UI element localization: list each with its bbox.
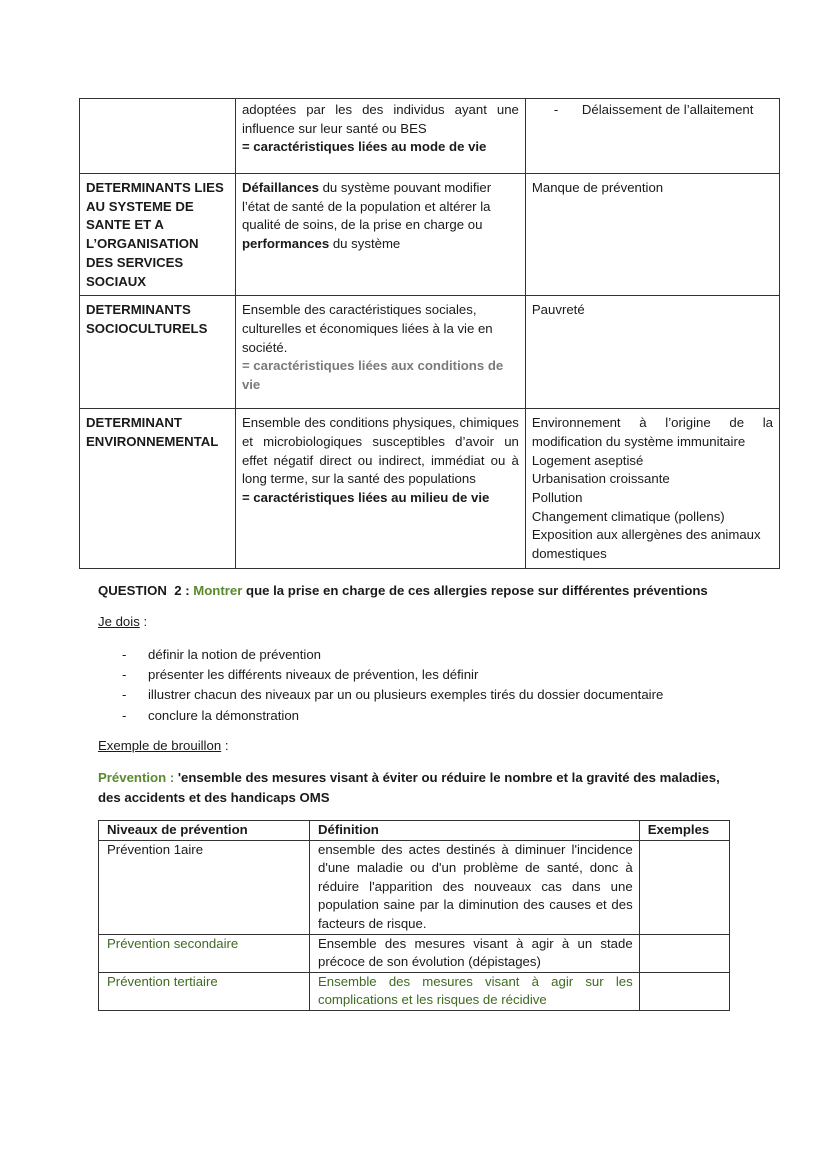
determinants-table [79,98,780,569]
list-item [98,706,663,726]
example-text: Environnement à l’origine de la modification du système immunitaire [531,415,773,449]
step-text: conclure la démonstration [148,707,300,723]
exemple-label [98,738,229,753]
examples-cell [639,840,729,934]
definition-text: du système pouvant modifier l’état de santé de la population et altérer la qualité de soins, de la prise en charge ou [241,180,492,233]
determinant-cell: DETERMINANT ENVIRONNEMENTAL [80,409,236,569]
determinant-cell: DETERMINANTS SOCIOCULTURELS [80,296,236,409]
column-header: Exemples [639,821,729,841]
level-cell: Prévention tertiaire [99,972,310,1010]
exemple-colon: : [221,738,229,753]
step-text: illustrer chacun des niveaux par un ou plusieurs exemples tirés du dossier documentaire [148,687,664,703]
prevention-levels-table [98,820,730,1011]
definition-cell: ensemble des actes destinés à diminuer l'incidence d'une maladie ou d'un problème de santé, donc à réduire l'apparition des nouveaux cas dans une population saine par la diminution des causes et des facteurs de risque. [310,840,640,934]
prevention-definition [98,768,738,807]
definition-summary: = caractéristiques liées au mode de vie [241,139,487,155]
prevention-text: 'ensemble des mesures visant à éviter ou réduire le nombre et la gravité des maladies, des accidents et des handicaps OMS [98,770,720,805]
prevention-term: Prévention : [98,770,175,785]
table-row [80,174,780,296]
definition-text: adoptées par les des individus ayant une influence sur leur santé ou BES [241,102,519,136]
steps-list [98,645,663,726]
column-header: Niveaux de prévention [99,821,310,841]
determinant-cell: DETERMINANTS LIES AU SYSTEME DE SANTE ET A L’ORGANISATION DES SERVICES SOCIAUX [80,174,236,296]
definition-bold-term: performances [241,236,330,252]
determinant-cell [80,99,236,174]
column-header: Définition [310,821,640,841]
example-cell: Pauvreté [525,296,779,409]
exemple-text: Exemple de brouillon [98,738,222,753]
table-row [80,296,780,409]
level-cell: Prévention secondaire [99,934,310,972]
step-text: présenter les différents niveaux de prévention, les définir [148,667,479,683]
list-dash: - [122,647,127,662]
question-heading [98,583,708,598]
example-text: Changement climatique (pollens) [531,508,725,524]
step-text: définir la notion de prévention [148,647,322,662]
question-verb: Montrer [193,583,243,598]
list-item [98,685,663,705]
question-text: que la prise en charge de ces allergies repose sur différentes préventions [242,583,708,598]
definition-cell [235,409,525,569]
example-text: Délaissement de l’allaitement [581,102,754,117]
example-text: Logement aseptisé [531,452,644,468]
je-dois-label [98,614,147,629]
definition-text: du système [329,236,401,252]
example-cell: Manque de prévention [525,174,779,296]
examples-cell [639,972,729,1010]
definition-bold-term: Défaillances [241,180,319,195]
list-dash: - [122,667,127,683]
definition-cell [235,174,525,296]
examples-cell [639,934,729,972]
table-row [99,972,730,1010]
question-prefix: QUESTION 2 : [98,583,194,598]
example-cell [525,409,779,569]
list-dash: - [553,102,559,117]
table-row [80,99,780,174]
definition-summary: = caractéristiques liées aux conditions de vie [241,358,504,393]
definition-text: Ensemble des conditions physiques, chimiques et microbiologiques susceptibles d’avoir un effet négatif direct ou indirect, immédiat ou à long terme, sur la santé des populations [241,415,519,487]
definition-cell: Ensemble des mesures visant à agir à un stade précoce de son évolution (dépistages) [310,934,640,972]
je-dois-text: Je dois [98,614,140,629]
example-text: Urbanisation croissante [531,471,670,487]
example-cell [525,99,779,174]
list-item [98,645,663,665]
list-dash: - [122,707,127,723]
example-text: Exposition aux allergènes des animaux domestiques [531,527,761,562]
definition-summary: = caractéristiques liées au milieu de vie [241,490,490,506]
table-row [99,934,730,972]
definition-text: Ensemble des caractéristiques sociales, culturelles et économiques liées à la vie en société. [241,302,493,355]
list-item [98,665,663,685]
definition-cell [235,296,525,409]
example-text: Pollution [531,490,583,506]
table-header-row [99,821,730,841]
definition-cell: Ensemble des mesures visant à agir sur les complications et les risques de récidive [310,972,640,1010]
je-dois-colon: : [139,614,148,629]
definition-cell [235,99,525,174]
list-dash: - [122,687,127,703]
level-cell: Prévention 1aire [99,840,310,934]
table-row [80,409,780,569]
table-row [99,840,730,934]
